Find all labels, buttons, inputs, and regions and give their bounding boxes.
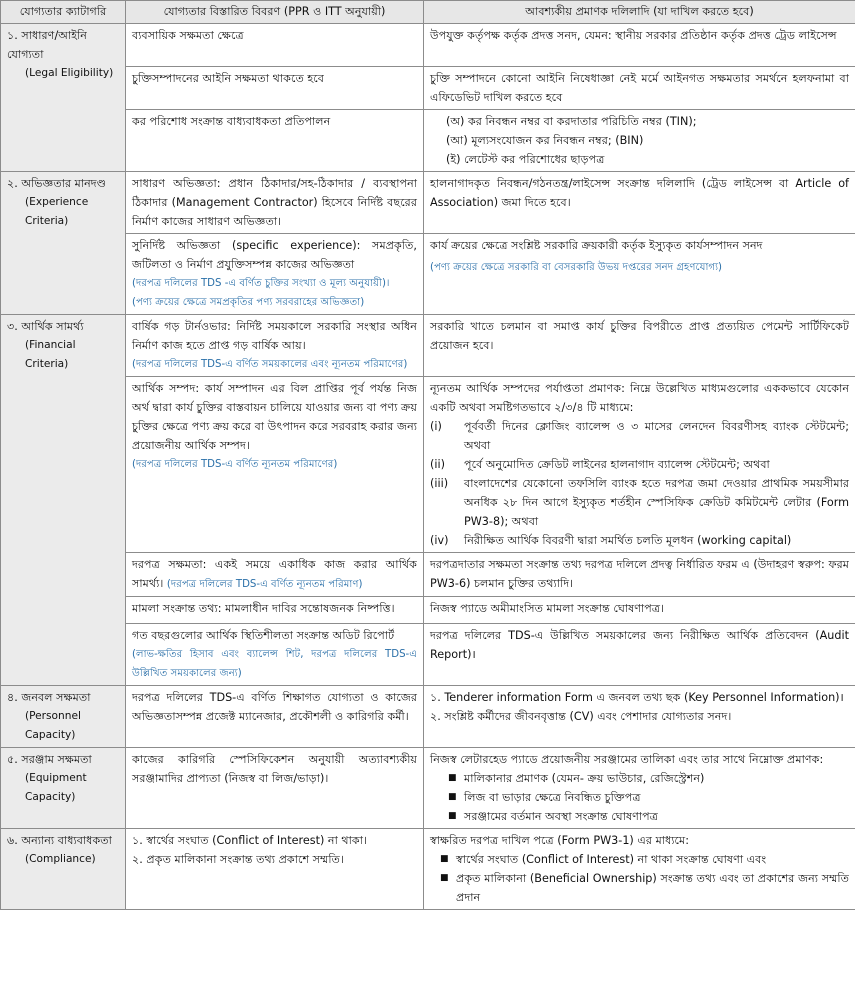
list-item	[430, 807, 849, 826]
evidence-cell	[424, 829, 855, 910]
list-text: পূর্বে অনুমোদিত ক্রেডিট লাইনের হালনাগাদ ব্যালেন্স স্টেটমেন্ট; অথবা	[464, 458, 770, 471]
list-item	[430, 850, 849, 869]
list-item: (আ) মূল্যসংযোজন কর নিবন্ধন নম্বর; (BIN)	[446, 134, 644, 147]
category-personnel	[1, 686, 126, 748]
table-row	[1, 624, 855, 686]
list-text: বাংলাদেশের যেকোনো তফসিলি ব্যাংক হতে দরপত্র জমা দেওয়ার প্রাথমিক সময়সীমার অনধিক ২৮ দিন আগে ইস্যুকৃত শর্তহীন স্পেসিফিক ক্রেডিট কমিটমেন্ট লেটার (Form PW3-8); অথবা	[464, 477, 849, 528]
detail-note: (দরপত্র দলিলের TDS-এ বর্ণিত সময়কালের এবং ন্যূনতম পরিমাণের)	[132, 359, 408, 370]
table-header-row	[1, 1, 855, 24]
evidence-cell	[424, 234, 855, 315]
list-text: মালিকানার প্রমাণক (যেমন- ক্রয় ভাউচার, রেজিস্ট্রেশন)	[464, 772, 705, 785]
detail-text: বার্ষিক গড় টার্নওভার: নির্দিষ্ট সময়কালে সরকারি সংস্থার অধিন নির্মাণ কাজ হতে প্রাপ্ত গড় বার্ষিক আয়।	[132, 320, 417, 352]
list-text: নিরীক্ষিত আর্থিক বিবরণী দ্বারা সমর্থিত চলতি মূলধন (working capital)	[464, 534, 792, 547]
list-item: (অ) কর নিবন্ধন নম্বর বা করদাতার পরিচিতি নম্বর (TIN);	[446, 115, 697, 128]
category-english: (Personnel Capacity)	[25, 710, 81, 741]
category-experience	[1, 172, 126, 315]
evidence-cell: দরপত্র দলিলের TDS-এ উল্লিখিত সময়কালের জন্য নিরীক্ষিত আর্থিক প্রতিবেদন (Audit Report)।	[424, 624, 855, 686]
evidence-cell: হালনাগাদকৃত নিবন্ধন/গঠনতন্ত্র/লাইসেন্স সংক্রান্ত দলিলাদি (ট্রেড লাইসেন্স বা Article of Association) জমা দিতে হবে।	[424, 172, 855, 234]
list-text: লিজ বা ভাড়ার ক্ষেত্রে নিবন্ধিত চুক্তিপত্র	[464, 791, 641, 804]
category-english: (Compliance)	[25, 853, 96, 865]
list-item: ২. সংশ্লিষ্ট কর্মীদের জীবনবৃত্তান্ত (CV) এবং পেশাদার যোগ্যতার সনদ।	[430, 710, 732, 723]
detail-note: (পণ্য ক্রয়ের ক্ষেত্রে সমপ্রকৃতির পণ্য সরবরাহের অভিজ্ঞতা)	[132, 297, 365, 308]
detail-text: সুনির্দিষ্ট অভিজ্ঞতা (specific experience): সমপ্রকৃতি, জটিলতা ও নির্মাণ প্রযুক্তিসম্পন্ন কাজের অভিজ্ঞতা	[132, 239, 417, 271]
evidence-cell: সরকারি খাতে চলমান বা সমাপ্ত কার্য চুক্তির বিপরীতে প্রাপ্ত প্রত্যয়িত পেমেন্ট সার্টিফিকেট প্রয়োজন হবে।	[424, 315, 855, 377]
category-title: ২. অভিজ্ঞতার মানদণ্ড	[7, 177, 107, 190]
detail-cell	[126, 234, 424, 315]
table-row	[1, 597, 855, 624]
table-row	[1, 377, 855, 553]
detail-note: (দরপত্র দলিলের TDS-এ বর্ণিত ন্যূনতম পরিমাণ)	[166, 579, 363, 590]
detail-cell: কর পরিশোধ সংক্রান্ত বাধ্যবাধকতা প্রতিপালন	[126, 110, 424, 172]
category-english: (Financial Criteria)	[25, 339, 76, 370]
category-title: ৫. সরঞ্জাম সক্ষমতা	[7, 753, 92, 766]
category-compliance	[1, 829, 126, 910]
table-row	[1, 24, 855, 67]
detail-cell	[126, 315, 424, 377]
list-marker: (i)	[430, 420, 442, 433]
bullet-icon: ■	[448, 773, 457, 783]
list-item	[430, 531, 849, 550]
evidence-cell	[424, 686, 855, 748]
list-text: পূর্ববর্তী দিনের ক্লোজিং ব্যালেন্স ও ৩ মাসের লেনদেন বিবরণীসহ ব্যাংক স্টেটমেন্ট; অথবা	[464, 420, 849, 452]
list-item	[430, 869, 849, 907]
table-row	[1, 553, 855, 597]
detail-note: (লাভ-ক্ষতির হিসাব এবং ব্যালেন্স শিট, দরপত্র দলিলের TDS-এ উল্লিখিত সময়কালের জন্য)	[132, 649, 417, 679]
detail-cell: চুক্তিসম্পাদনের আইনি সক্ষমতা থাকতে হবে	[126, 67, 424, 110]
category-financial	[1, 315, 126, 686]
list-item: (ই) লেটেস্ট কর পরিশোধের ছাড়পত্র	[446, 153, 605, 166]
evidence-cell: নিজস্ব প্যাডে অমীমাংসিত মামলা সংক্রান্ত ঘোষণাপত্র।	[424, 597, 855, 624]
table-row	[1, 67, 855, 110]
evidence-cell	[424, 377, 855, 553]
category-title: ১. সাধারণ/আইনি যোগ্যতা	[7, 29, 87, 61]
evidence-intro: স্বাক্ষরিত দরপত্র দাখিল পত্রে (Form PW3-1) এর মাধ্যমে:	[430, 834, 690, 847]
bullet-icon: ■	[448, 792, 457, 802]
list-item: ১. স্বার্থের সংঘাত (Conflict of Interest) না থাকা।	[132, 834, 367, 847]
evidence-text: কার্য ক্রয়ের ক্ষেত্রে সংশ্লিষ্ট সরকারি ক্রয়কারী কর্তৃক ইস্যুকৃত কার্যসম্পাদন সনদ	[430, 239, 763, 252]
bullet-icon: ■	[440, 873, 449, 883]
category-title: ৬. অন্যান্য বাধ্যবাধকতা	[7, 834, 112, 847]
list-item	[430, 474, 849, 531]
list-item	[430, 769, 849, 788]
list-item: ১. Tenderer information Form এ জনবল তথ্য ছক (Key Personnel Information)।	[430, 691, 844, 704]
evidence-cell	[424, 110, 855, 172]
list-item	[430, 455, 849, 474]
list-item	[430, 788, 849, 807]
list-text: প্রকৃত মালিকানা (Beneficial Ownership) সংক্রান্ত তথ্য এবং তা প্রকাশের জন্য সম্মতি প্রদান	[456, 872, 849, 904]
list-marker: (iv)	[430, 534, 449, 547]
category-title: ৩. আর্থিক সামর্থ্য	[7, 320, 84, 333]
table-row	[1, 172, 855, 234]
list-marker: (iii)	[430, 477, 449, 490]
header-evidence: আবশ্যকীয় প্রমাণক দলিলাদি (যা দাখিল করতে হবে)	[424, 1, 855, 24]
detail-cell: মামলা সংক্রান্ত তথ্য: মামলাধীন দাবির সন্তোষজনক নিষ্পত্তি।	[126, 597, 424, 624]
bullet-icon: ■	[448, 811, 457, 821]
detail-cell: কাজের কারিগরি স্পেসিফিকেশন অনুযায়ী অত্যাবশ্যকীয় সরঞ্জামাদির প্রাপ্যতা (নিজস্ব বা লিজ/ভাড়া)।	[126, 748, 424, 829]
category-english: (Legal Eligibility)	[25, 67, 114, 79]
evidence-cell: চুক্তি সম্পাদনে কোনো আইনি নিষেধাজ্ঞা নেই মর্মে আইনগত সক্ষমতার সমর্থনে হলফনামা বা এফিডেভিট দাখিল করতে হবে	[424, 67, 855, 110]
detail-cell: সাধারণ অভিজ্ঞতা: প্রধান ঠিকাদার/সহ-ঠিকাদার / ব্যবস্থাপনা ঠিকাদার (Management Contractor) হিসেবে নির্দিষ্ট বছরের নির্মাণ কাজের সাধারণ অভিজ্ঞতা।	[126, 172, 424, 234]
detail-text: আর্থিক সম্পদ: কার্য সম্পাদন এর বিল প্রাপ্তির পূর্ব পর্যন্ত নিজ অর্থ দ্বারা কার্য চুক্তির বাস্তবায়ন চালিয়ে যাওয়ার জন্য বা পণ্য ক্রয় চুক্তির ক্ষেত্রে পণ্য ক্রয় করে বা উৎপাদন করে সরবরাহ করার জন্য প্রয়োজনীয় আর্থিক সম্পদ।	[132, 382, 417, 452]
category-title: ৪. জনবল সক্ষমতা	[7, 691, 91, 704]
table-row	[1, 110, 855, 172]
evidence-cell: দরপত্রদাতার সক্ষমতা সংক্রান্ত তথ্য দরপত্র দলিলে প্রদত্ব নির্ধারিত ফরম এ (উদাহরণ স্বরুপ: ফরম PW3-6) চলমান চুক্তির তথ্যাদি।	[424, 553, 855, 597]
list-item	[430, 417, 849, 455]
evidence-cell	[424, 748, 855, 829]
detail-cell: ব্যবসায়িক সক্ষমতা ক্ষেত্রে	[126, 24, 424, 67]
category-english: (Experience Criteria)	[25, 196, 89, 227]
category-english: (Equipment Capacity)	[25, 772, 87, 803]
table-row	[1, 315, 855, 377]
detail-cell	[126, 553, 424, 597]
evidence-intro: ন্যূনতম আর্থিক সম্পদের পর্যাপ্ততা প্রমাণক: নিম্নে উল্লেখিত মাধ্যমগুলোর এককভাবে যেকোন একটি অথবা সমষ্টিগতভাবে ২/৩/৪ টি মাধ্যমে:	[430, 382, 849, 414]
evidence-intro: নিজস্ব লেটারহেড প্যাডে প্রয়োজনীয় সরঞ্জামের তালিকা এবং তার সাথে নিম্নোক্ত প্রমাণক:	[430, 753, 824, 766]
list-text: স্বার্থের সংঘাত (Conflict of Interest) না থাকা সংক্রান্ত ঘোষণা এবং	[456, 853, 767, 866]
detail-cell	[126, 624, 424, 686]
evidence-cell: উপযুক্ত কর্তৃপক্ষ কর্তৃক প্রদত্ত সনদ, যেমন: স্থানীয় সরকার প্রতিষ্ঠান কর্তৃক প্রদত্ত ট্রেড লাইসেন্স	[424, 24, 855, 67]
bullet-icon: ■	[440, 854, 449, 864]
list-text: সরঞ্জামের বর্তমান অবস্থা সংক্রান্ত ঘোষণাপত্র	[464, 810, 658, 823]
table-row	[1, 686, 855, 748]
detail-text: দরপত্র সক্ষমতা: একই সময়ে একাধিক কাজ করার আর্থিক সামর্থ্য।	[132, 558, 417, 590]
detail-cell	[126, 377, 424, 553]
list-marker: (ii)	[430, 458, 445, 471]
table-row	[1, 829, 855, 910]
detail-note: (দরপত্র দলিলের TDS -এ বর্ণিত চুক্তির সংখ্যা ও মূল্য অনুযায়ী)।	[132, 278, 390, 289]
detail-cell: দরপত্র দলিলের TDS-এ বর্ণিত শিক্ষাগত যোগ্যতা ও কাজের অভিজ্ঞতাসম্পন্ন প্রজেক্ট ম্যানেজার, প্রকৌশলী ও কারিগরি কর্মী।	[126, 686, 424, 748]
detail-cell	[126, 829, 424, 910]
header-category: যোগ্যতার ক্যাটাগরি	[1, 1, 126, 24]
detail-note: (দরপত্র দলিলের TDS-এ বর্ণিত ন্যূনতম পরিমাণের)	[132, 459, 338, 470]
detail-text: গত বছরগুলোর আর্থিক স্থিতিশীলতা সংক্রান্ত অডিট রিপোর্ট	[132, 629, 395, 642]
category-equipment	[1, 748, 126, 829]
header-detail: যোগ্যতার বিস্তারিত বিবরণ (PPR ও ITT অনুযায়ী)	[126, 1, 424, 24]
table-row	[1, 234, 855, 315]
category-legal	[1, 24, 126, 172]
table-row	[1, 748, 855, 829]
evidence-note: (পণ্য ক্রয়ের ক্ষেত্রে সরকারি বা বেসরকারি উভয় দপ্তরের সনদ গ্রহণযোগ্য)	[430, 262, 723, 273]
list-item: ২. প্রকৃত মালিকানা সংক্রান্ত তথ্য প্রকাশে সম্মতি।	[132, 853, 344, 866]
